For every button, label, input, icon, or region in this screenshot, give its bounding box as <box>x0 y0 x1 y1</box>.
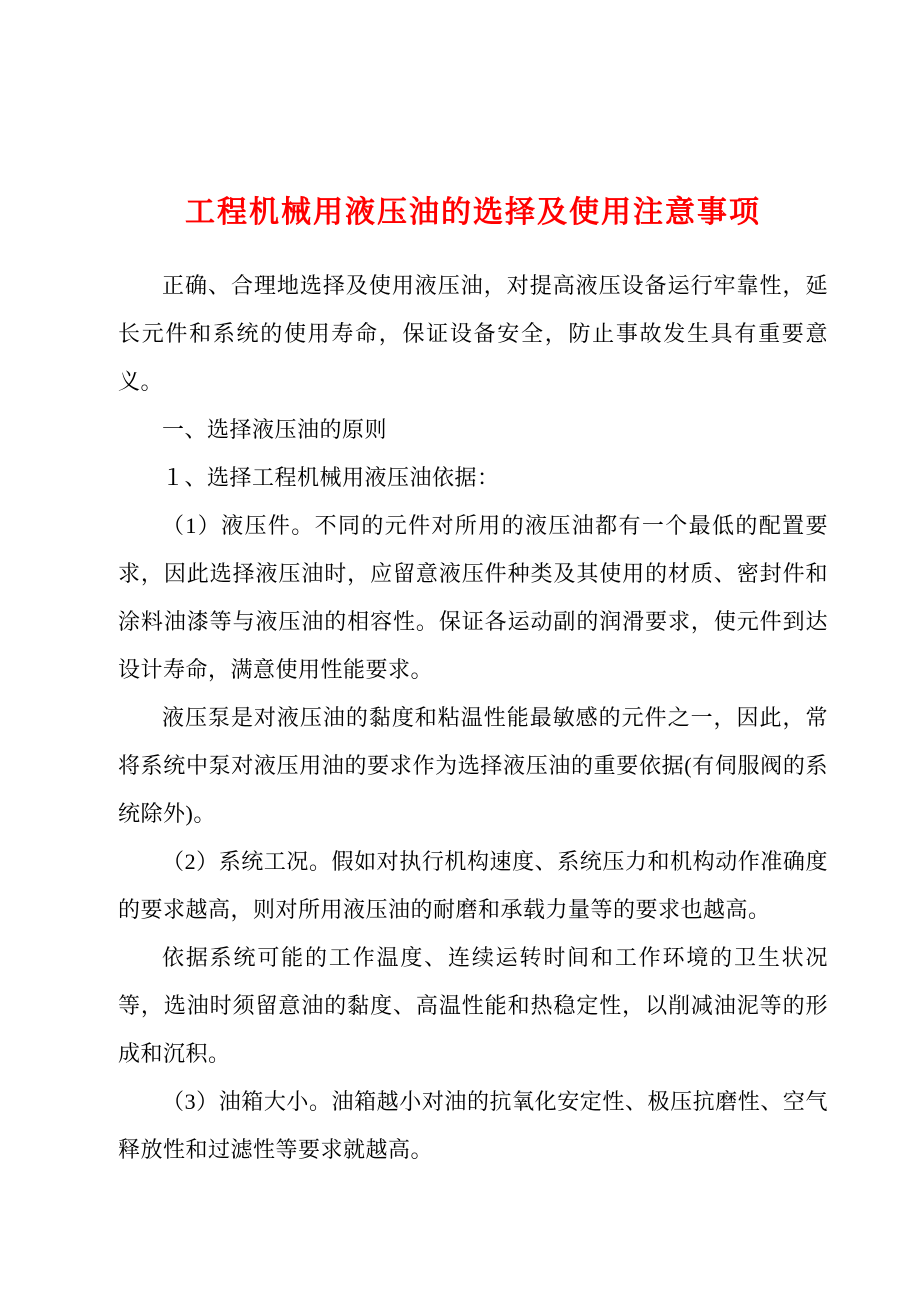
paragraph-intro: 正确、合理地选择及使用液压油，对提高液压设备运行牢靠性，延长元件和系统的使用寿命，保证设备安全，防止事故发生具有重要意义。 <box>118 273 828 394</box>
paragraph-item-3: （3）油箱大小。油箱越小对油的抗氧化安定性、极压抗磨性、空气释放性和过滤性等要求就越高。 <box>118 1089 828 1162</box>
paragraph-item-2: （2）系统工况。假如对执行机构速度、系统压力和机构动作准确度的要求越高，则对所用液压油的耐磨和承载力量等的要求也越高。 <box>118 849 828 922</box>
paragraph-section-1: 一、选择液压油的原则 <box>162 417 388 442</box>
paragraph-item-2-note: 依据系统可能的工作温度、连续运转时间和工作环境的卫生状况等，选油时须留意油的黏度、高温性能和热稳定性，以削减油泥等的形成和沉积。 <box>118 945 828 1066</box>
paragraph-item-1: （1）液压件。不同的元件对所用的液压油都有一个最低的配置要求，因此选择液压油时，应留意液压件种类及其使用的材质、密封件和涂料油漆等与液压油的相容性。保证各运动副的润滑要求，使元件到达设计寿命，满意使用性能要求。 <box>118 513 828 682</box>
paragraph-item-1-note: 液压泵是对液压油的黏度和粘温性能最敏感的元件之一，因此，常将系统中泵对液压用油的要求作为选择液压油的重要依据(有伺服阀的系统除外)。 <box>118 705 828 826</box>
paragraph-subsection-1: １、选择工程机械用液压油依据： <box>162 465 500 490</box>
document-body <box>118 262 828 1174</box>
document-title: 工程机械用液压油的选择及使用注意事项 <box>185 196 761 229</box>
